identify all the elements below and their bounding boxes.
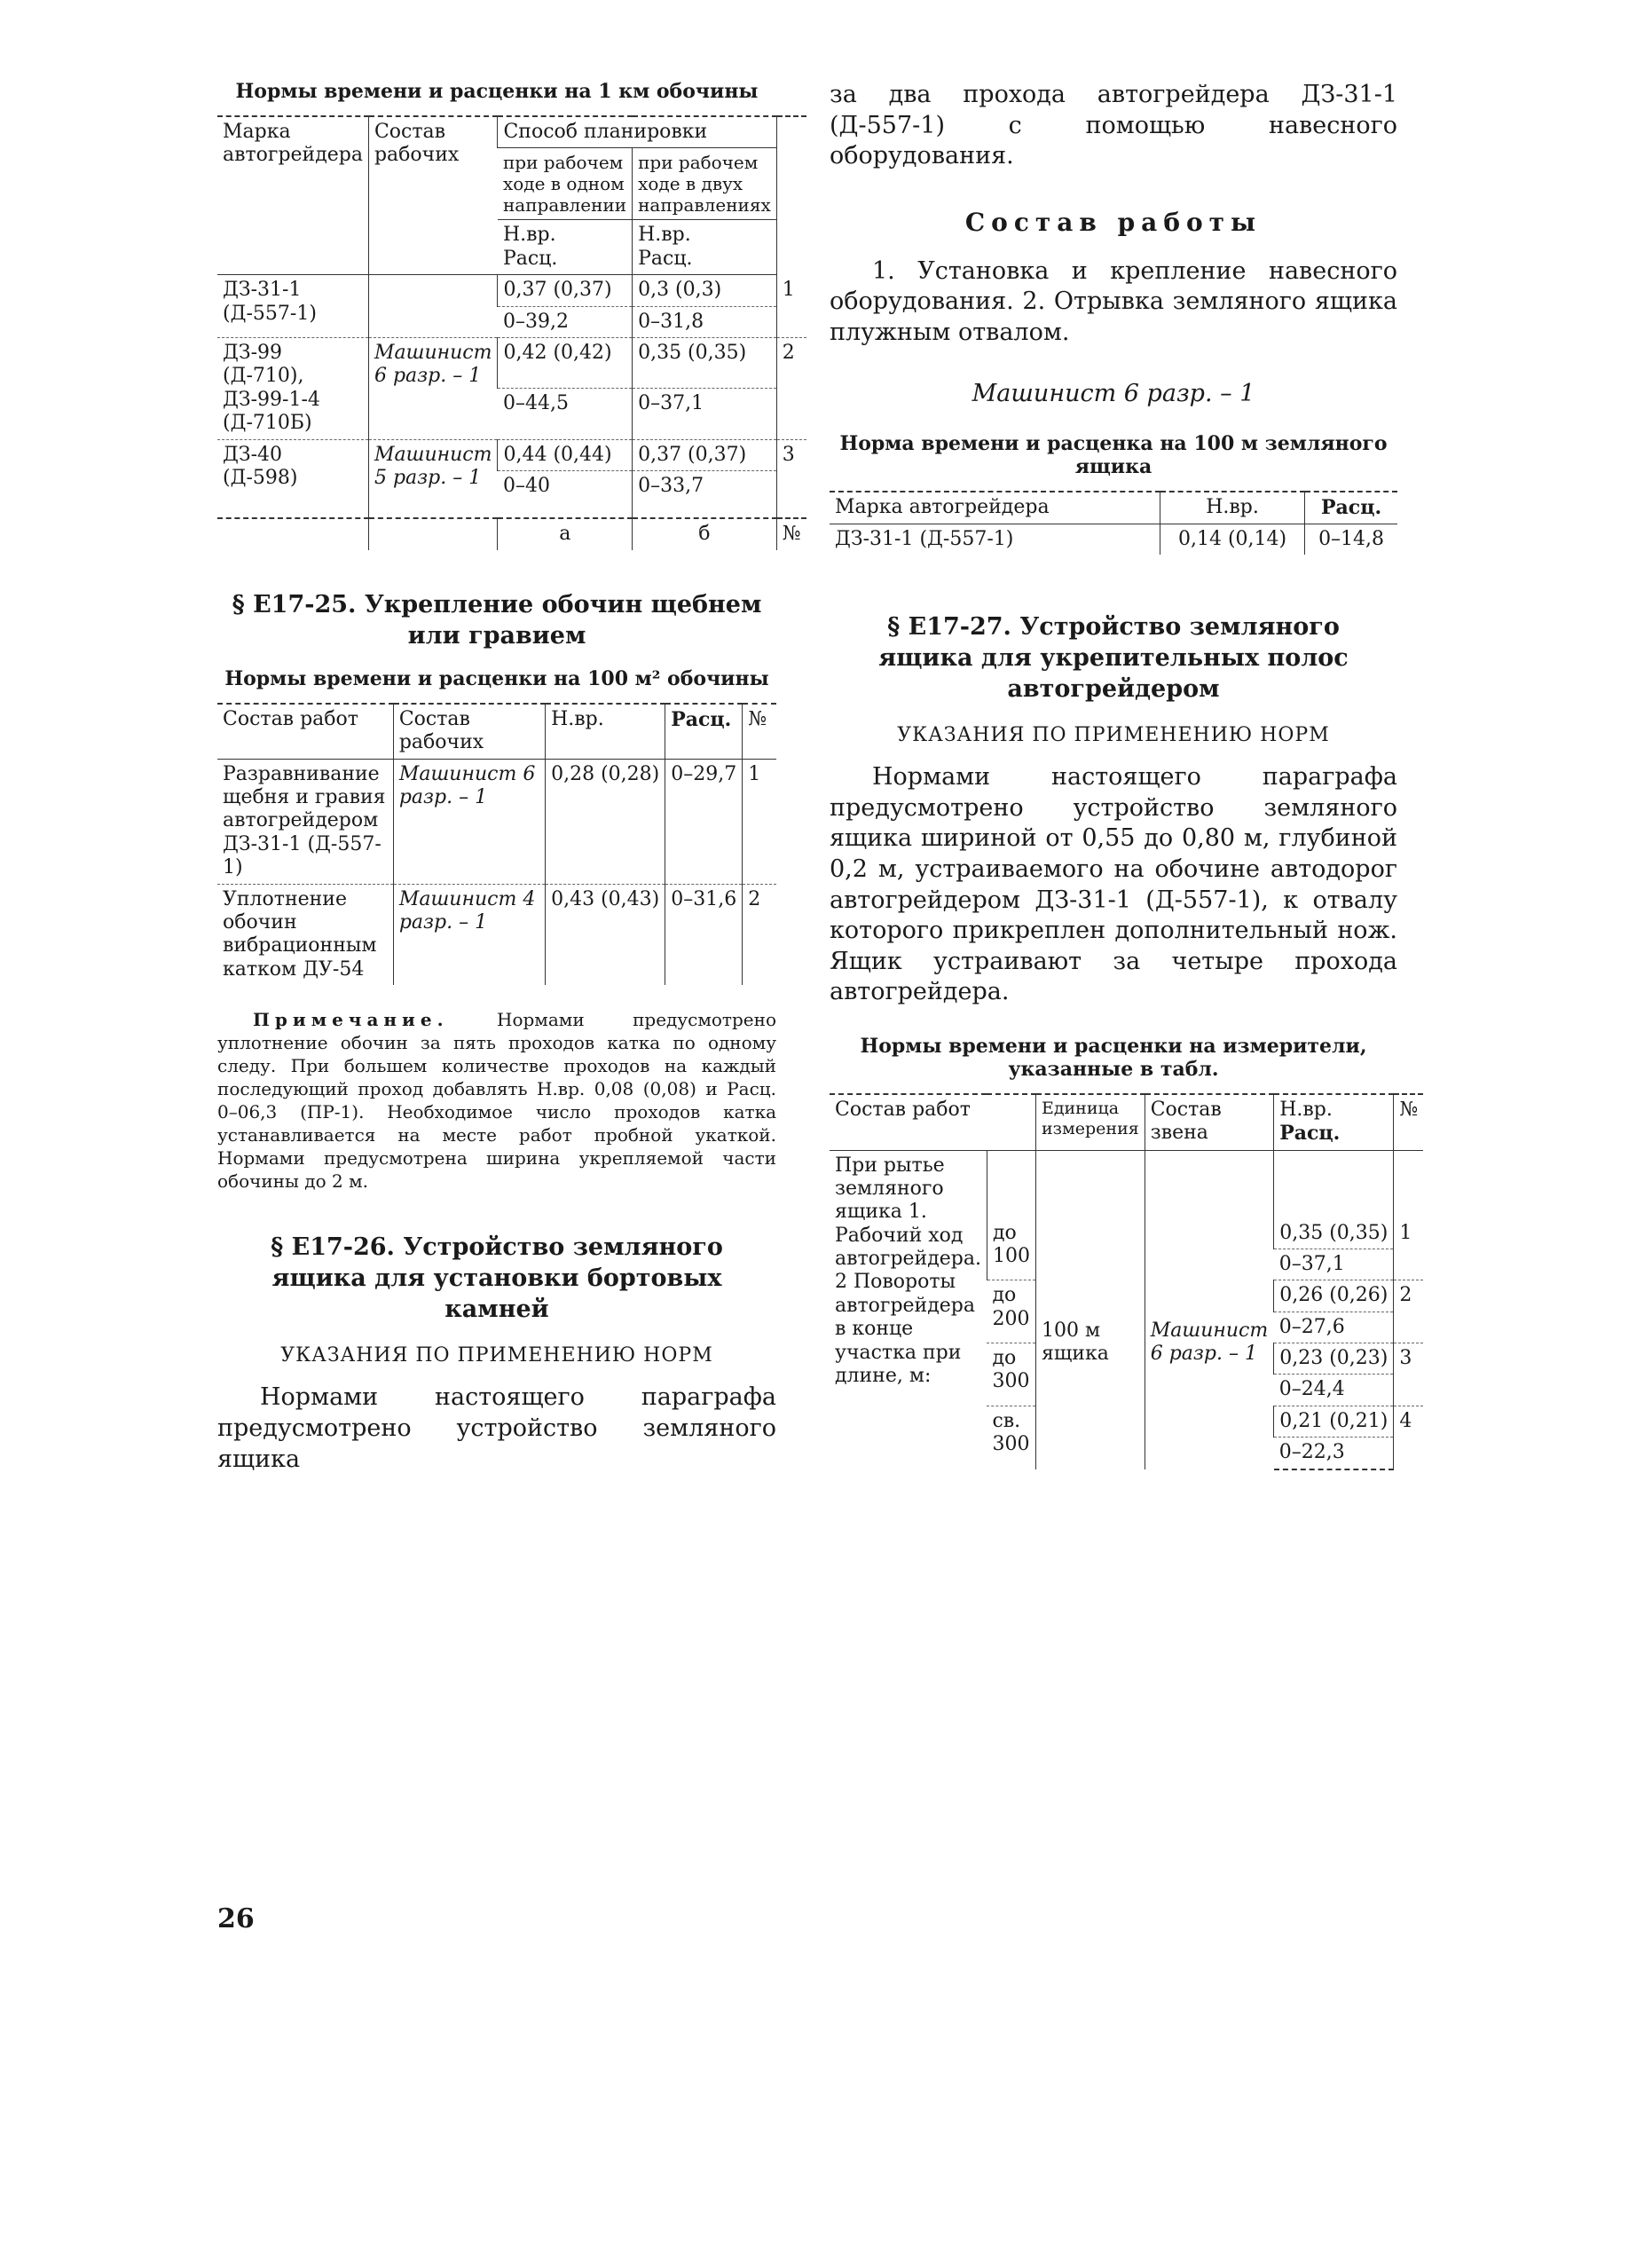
right-column [830,80,1419,1470]
table1-header-rasc-b: Расц. [638,247,693,270]
section-e17-27-guide: УКАЗАНИЯ ПО ПРИМЕНЕНИЮ НОРМ [897,724,1330,747]
table1-header-nvr-b: Н.вр. [638,224,691,247]
table1-header-crew: Состав рабочих [368,116,498,275]
section-e17-27-title: § Е17-27. Устройство земляного ящика для укрепительных полос автогрейдером [878,613,1349,704]
table-row: ДЗ-99 (Д-710), ДЗ-99-1-4 (Д-710Б) Машинист 6 разр. – 1 0,42 (0,42) 0,35 (0,35) 2 [217,337,806,388]
section-e17-27-caption: Нормы времени и расценки на измерители, указанные в табл. [860,1034,1367,1081]
section-e17-26-crew: Машинист 6 разр. – 1 [972,380,1255,408]
section-e17-26-guide: УКАЗАНИЯ ПО ПРИМЕНЕНИЮ НОРМ [280,1344,713,1367]
section-e17-26-paragraph-cont: за два прохода автогрейдера ДЗ-31-1 (Д-557-1) с помощью навесного оборудования. [830,81,1397,170]
section-e17-26-work-title: Состав работы [964,207,1263,237]
section-e17-26-paragraph-start: Нормами настоящего параграфа предусмотрено устройство земляного ящика [217,1383,776,1473]
table-row: ДЗ-31-1 (Д-557-1) 0,37 (0,37) 0,3 (0,3) 1 [217,275,806,306]
table1-caption: Нормы времени и расценки на 1 км обочины [235,80,759,103]
table1-header-method: Способ планировки [498,116,776,148]
table1-header-one-dir: при рабочем ходе в одном направлении [498,148,633,220]
table-row: Уплотнение обочин вибрационным катком ДУ-54 Машинист 4 разр. – 1 0,43 (0,43) 0–31,6 2 [217,884,776,985]
table1-header-grader: Марка автогрейдера [217,116,368,275]
table1-footer-no: № [776,518,806,549]
table-row: до 300 0,23 (0,23) 3 [830,1343,1423,1375]
table-row: Разравнивание щебня и гравия автогрейдером ДЗ-31-1 (Д-557-1) Машинист 6 разр. – 1 0,28 (0,28) 0–29,7 1 [217,759,776,884]
table-e17-27: Состав работ Единица измерения Состав звена Н.вр. Расц. № При рытье земляного ящика 1. Рабочий ход автогрейдера. 2 Повороты автогрейдера в конце участка при длине, м: до 100 100 м ящика Машинист 6 разр. – 1 0,35 (0,35) 1 0–37,1 до 200 0,26 (0,26) 2 0–27,6 до 300 0,23 (0,23) 3 0–24,4 св. 300 0,21 (0,21) 4 0–22,3 [830,1093,1423,1470]
table1-footer-a: а [498,518,633,549]
left-column [217,80,801,1475]
section-e17-26-title: § Е17-26. Устройство земляного ящика для установки бортовых камней [271,1233,723,1324]
table1-header-rasc-a: Расц. [502,247,558,270]
table-e17-26: Марка автогрейдера Н.вр. Расц. ДЗ-31-1 (Д-557-1) 0,14 (0,14) 0–14,8 [830,491,1397,555]
table1-header-nvr-a: Н.вр. [502,224,556,247]
table1: Марка автогрейдера Состав рабочих Способ планировки при рабочем ходе в одном направлении при рабочем ходе в двух направлениях Н.вр. Расц. Н.вр. Расц. ДЗ-31-1 (Д-557-1) 0,37 (0,37) 0,3 (0,3) 1 0–39,2 0–31,8 ДЗ-99 (Д-710), ДЗ-99-1-4 (Д-710Б) Машинист 6 разр. – 1 0,42 (0,42) 0,35 (0,35) 2 0–44,5 0–37,1 ДЗ-40 (Д-598) Машинист 5 разр. – 1 0,44 (0,44) 0,37 (0,37) 3 0–40 0–33,7 а б № [217,115,806,550]
section-e17-25-title: § Е17-25. Укрепление обочин щебнем или гравием [232,590,762,650]
table-row: до 200 0,26 (0,26) 2 [830,1280,1423,1312]
table-row: При рытье земляного ящика 1. Рабочий ход автогрейдера. 2 Повороты автогрейдера в конце участка при длине, м: до 100 100 м ящика Машинист 6 разр. – 1 0,35 (0,35) 1 [830,1150,1423,1249]
table-row: ДЗ-31-1 (Д-557-1) 0,14 (0,14) 0–14,8 [830,524,1397,555]
section-e17-25-note: Примечание. Нормами предусмотрено уплотнение обочин за пять проходов катка по одному следу. При большем количестве проходов на каждый последующий проход добавлять Н.вр. 0,08 (0,08) и Расц. 0–06,3 (ПР-1). Необходимое число проходов катка устанавливается на месте работ пробной укаткой. Нормами предусмотрена ширина укрепляемой части обочины до 2 м. [217,1009,777,1193]
table1-footer-b: б [633,518,777,549]
section-e17-27-paragraph: Нормами настоящего параграфа предусмотрено устройство земляного ящика шириной от 0,55 до 0,80 м, глубиной 0,2 м, устраиваемого на обочине автодорог автогрейдером ДЗ-31-1 (Д-557-1), к отвалу которого прикреплен дополнительный нож. Ящик устраивают за четыре прохода автогрейдера. [830,763,1397,1006]
table-row: св. 300 0,21 (0,21) 4 [830,1406,1423,1437]
table1-header-two-dir: при рабочем ходе в двух направлениях [633,148,777,220]
table-row: ДЗ-40 (Д-598) Машинист 5 разр. – 1 0,44 (0,44) 0,37 (0,37) 3 [217,439,806,470]
section-e17-26-caption: Норма времени и расценка на 100 м земляного ящика [839,432,1388,479]
section-e17-25-caption: Нормы времени и расценки на 100 м² обочины [224,666,769,690]
section-e17-26-work-text: 1. Установка и крепление навесного оборудования. 2. Отрывка земляного ящика плужным отвалом. [830,256,1397,346]
page-number: 26 [217,1903,255,1934]
table-e17-25: Состав работ Состав рабочих Н.вр. Расц. № Разравнивание щебня и гравия автогрейдером ДЗ-31-1 (Д-557-1) Машинист 6 разр. – 1 0,28 (0,28) 0–29,7 1 Уплотнение обочин вибрационным катком ДУ-54 Машинист 4 разр. – 1 0,43 (0,43) 0–31,6 2 [217,703,776,985]
